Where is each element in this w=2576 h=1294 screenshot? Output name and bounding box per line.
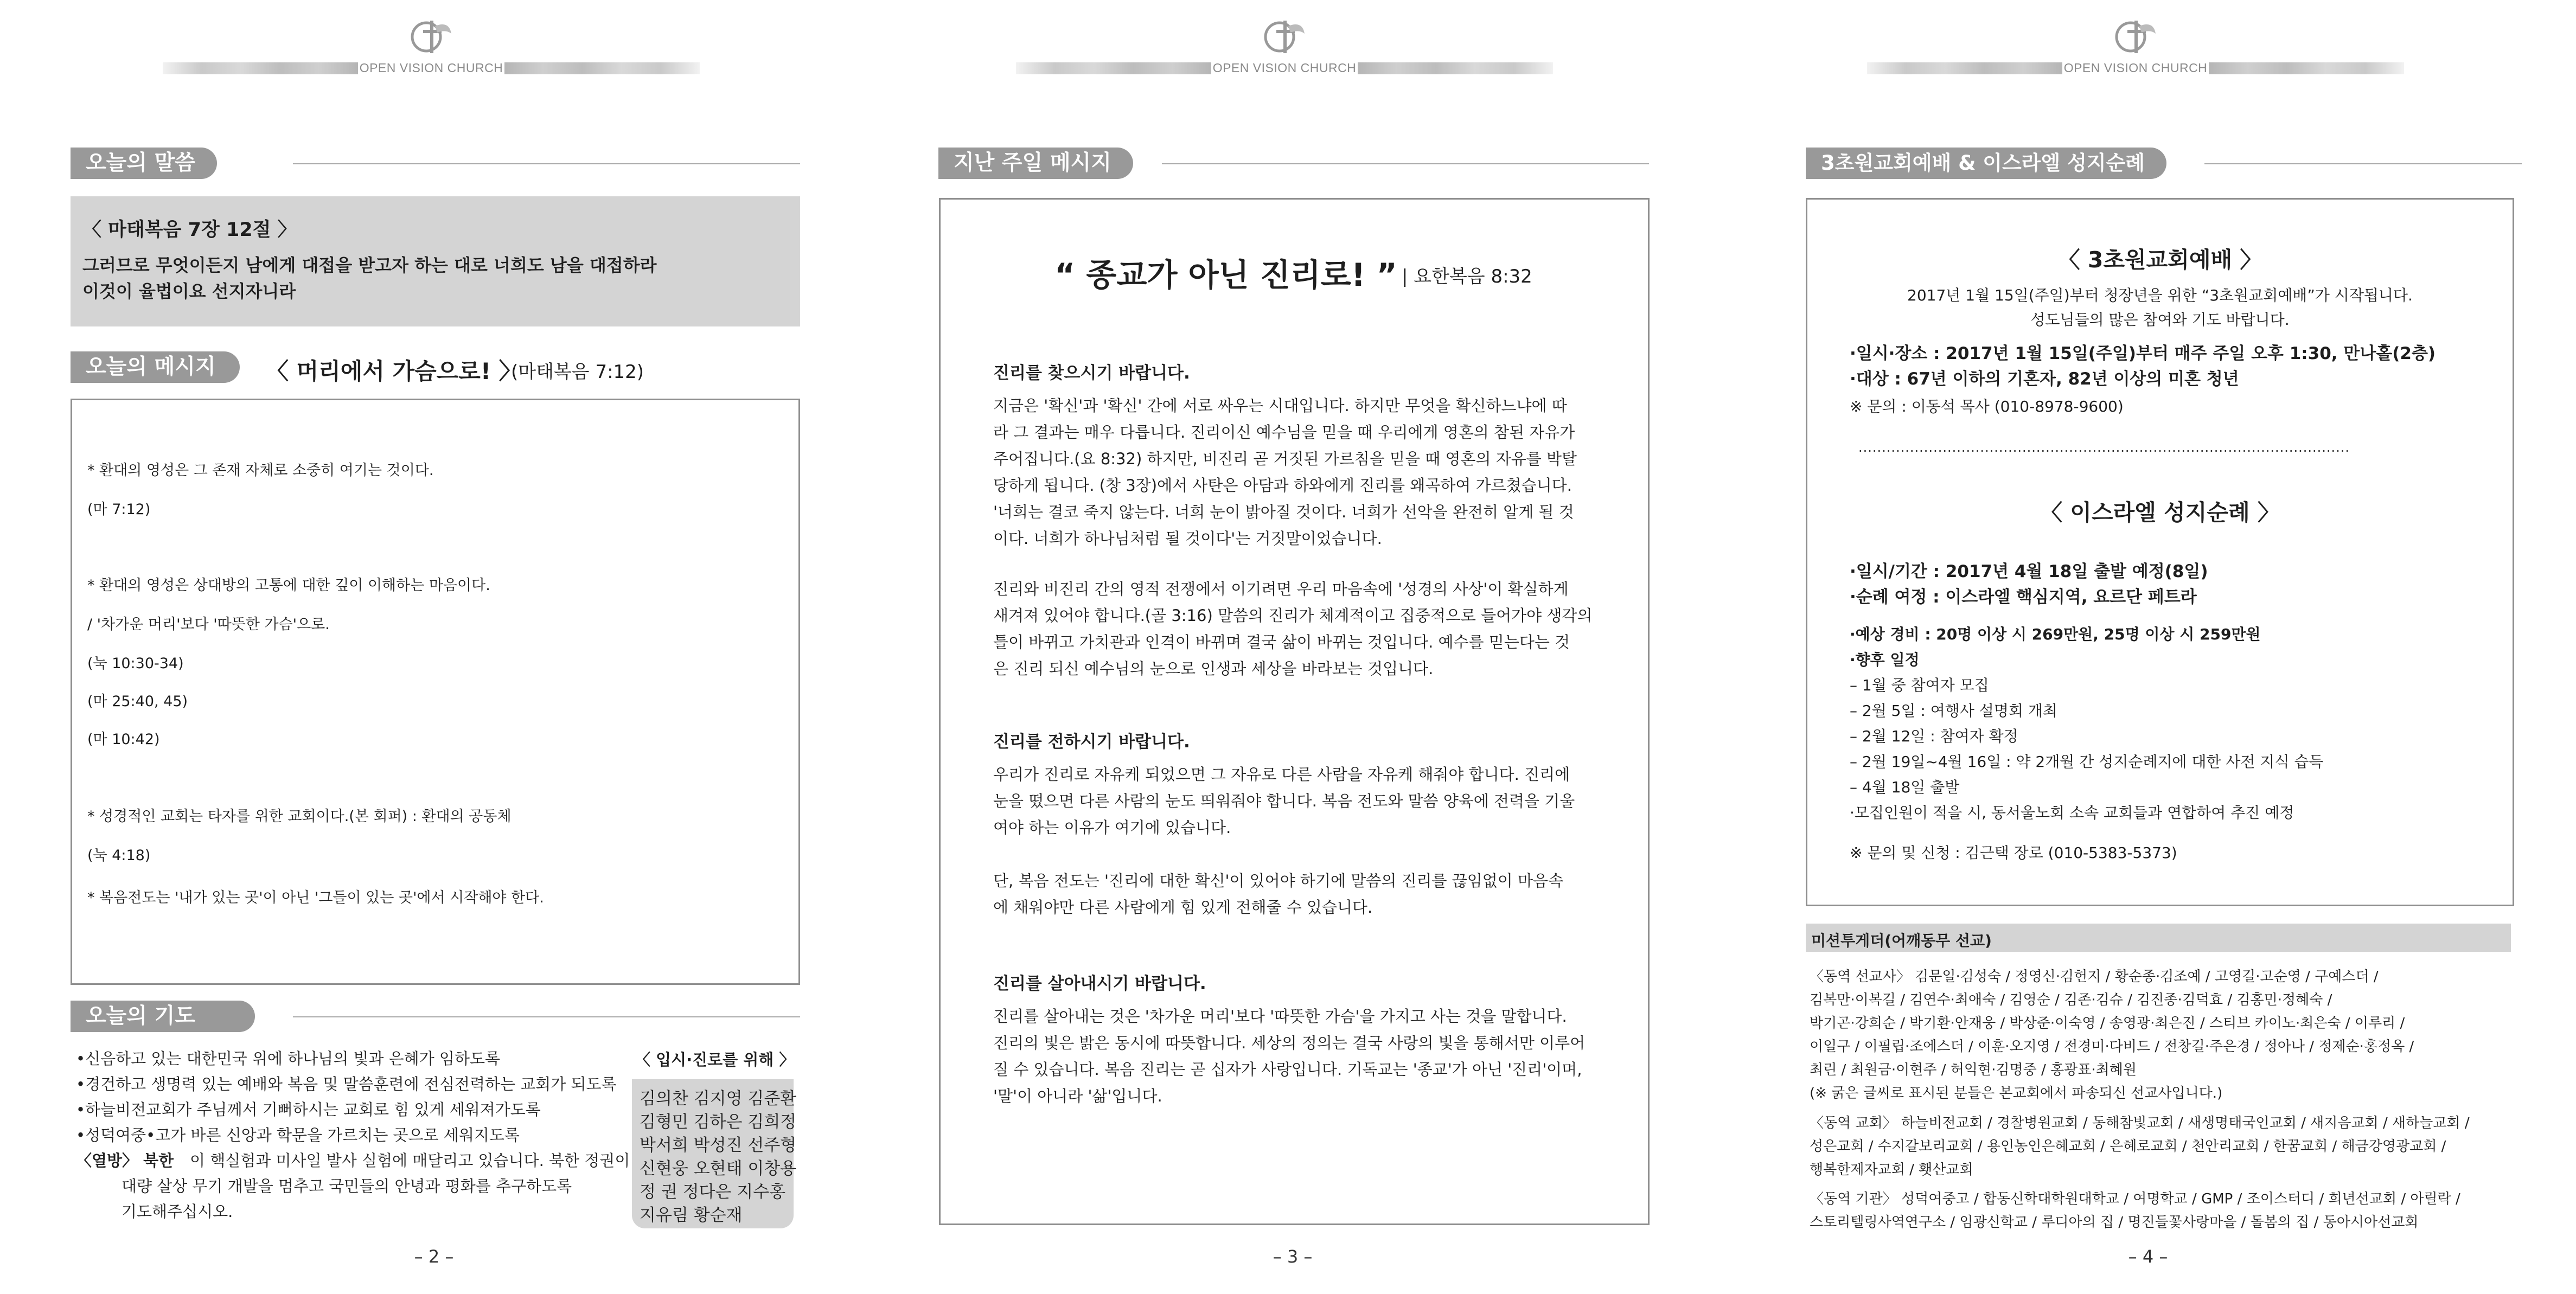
sermon-reference: | 요한복음 8:32 (1402, 266, 1532, 287)
israel-cost: ·예상 경비 : 20명 이상 시 269만원, 25명 이상 시 259만원 (1850, 625, 2261, 643)
bulletin-page-4 (1717, 0, 2576, 1294)
sermon-title: “ 종교가 아닌 진리로! ” (1054, 257, 1397, 293)
dotted-divider: ········································································································· (1858, 444, 2350, 459)
page-header (1016, 15, 1553, 75)
missionary-line: 최린 / 최원금·이현주 / 허익현·김명중 / 홍광표·최혜원 (1810, 1062, 2137, 1078)
schedule-item: – 2월 19일~4월 16일 : 약 2개월 간 성지순례지에 대한 사전 지식 습득 (1850, 753, 2324, 771)
sermon-line: 에 채워야만 다른 사람에게 힘 있게 전해줄 수 있습니다. (993, 898, 1373, 917)
exam-names-row: 김의찬 김지영 김준환 (640, 1089, 797, 1109)
sermon-section-heading: 진리를 찾으시기 바랍니다. (993, 363, 1190, 383)
worship-intro: 2017년 1월 15일(주일)부터 청장년을 위한 “3초원교회예배”가 시작됩니다. (1907, 286, 2413, 304)
church-name: OPEN VISION CHURCH (2063, 61, 2208, 75)
message-reference: (마태복음 7:12) (511, 361, 644, 383)
message-section-heading: 오늘의 메시지 〈 머리에서 가슴으로! 〉 (마태복음 7:12) (71, 351, 800, 383)
message-box (71, 399, 800, 985)
exam-names-row: 신현웅 오현태 이창용 (640, 1159, 797, 1178)
missionary-line: 이일구 / 이필립·조에스더 / 이훈·오지영 / 전경미·다비드 / 전창길·주은경 / 정아나 / 정제순·홍정옥 / (1810, 1039, 2414, 1055)
message-line: (눅 4:18) (87, 847, 151, 864)
exam-names-row: 지유림 황순재 (640, 1206, 743, 1225)
events-box (1806, 198, 2514, 906)
page-header (1867, 15, 2404, 75)
word-reference: 〈 마태복음 7장 12절 〉 (82, 219, 297, 241)
church-name: OPEN VISION CHURCH (359, 61, 503, 75)
mission-heading-bar (1806, 924, 2511, 952)
israel-contact: ※ 문의 및 신청 : 김근택 장로 (010-5383-5373) (1850, 844, 2177, 862)
prayer-nk-line: 이 핵실험과 미사일 발사 실험에 매달리고 있습니다. 북한 정권이 (190, 1151, 630, 1170)
sermon-line: '말'이 아니라 '삶'입니다. (993, 1087, 1162, 1105)
church-logo-icon (408, 15, 455, 57)
partner-org-line: 스토리텔링사역연구소 / 임광신학교 / 루디아의 집 / 명진들꽃사랑마을 / 돌봄의 집 / 동아시아선교회 (1810, 1214, 2419, 1231)
partner-church-line: 성은교회 / 수지갈보리교회 / 용인농인은혜교회 / 은혜로교회 / 천안리교회 / 한꿈교회 / 해금강영광교회 / (1810, 1138, 2446, 1155)
word-text-line: 그러므로 무엇이든지 남에게 대접을 받고자 하는 대로 너희도 남을 대접하라 (82, 255, 657, 276)
bulletin-page-3 (859, 0, 1717, 1294)
partner-church-line: 〈동역 교회〉 하늘비전교회 / 경찰병원교회 / 동해참빛교회 / 새생명태국인교회 / 새지음교회 / 새하늘교회 / (1810, 1115, 2470, 1131)
schedule-item: – 1월 중 참여자 모집 (1850, 676, 1989, 694)
message-line: / '차가운 머리'보다 '따뜻한 가슴'으로. (87, 616, 330, 633)
sermon-line: 진리를 살아내는 것은 '차가운 머리'보다 '따뜻한 가슴'을 가지고 사는 것을 말합니다. (993, 1007, 1567, 1026)
sermon-line: 단, 복음 전도는 '진리에 대한 확신'이 있어야 하기에 말씀의 진리를 끊임없이 마음속 (993, 872, 1564, 890)
prayer-nk-line: 기도해주십시오. (122, 1202, 233, 1221)
sermon-line: 라 그 결과는 매우 다릅니다. 진리이신 예수님을 믿을 때 우리에게 영혼의 참된 자유가 (993, 423, 1575, 441)
sermon-line: '너희는 결코 죽지 않는다. 너희 눈이 밝아질 것이다. 너희가 선악을 완전히 알게 될 것 (993, 503, 1574, 521)
page-header (163, 15, 700, 75)
message-line: * 복음전도는 '내가 있는 곳'이 아닌 '그들이 있는 곳'에서 시작해야 한다. (87, 889, 544, 906)
message-line: (마 10:42) (87, 731, 160, 748)
prayer-item: •성덕여중•고가 바른 신앙과 학문을 가르치는 곳으로 세워지도록 (76, 1126, 520, 1144)
prayer-item: •하늘비전교회가 주님께서 기뻐하시는 교회로 힘 있게 세워져가도록 (76, 1100, 541, 1119)
sermon-line: 진리와 비진리 간의 영적 전쟁에서 이기려면 우리 마음속에 '성경의 사상'이 확실하게 (993, 580, 1569, 598)
prayer-nk-line: 대량 살상 무기 개발을 멈추고 국민들의 안녕과 평화를 추구하도록 (122, 1177, 572, 1195)
sermon-section-heading: 진리를 살아내시기 바랍니다. (993, 974, 1206, 994)
partner-org-line: 〈동역 기관〉 성덕여중고 / 합동신학대학원대학교 / 여명학교 / GMP / 조이스터디 / 희년선교회 / 아릴락 / (1810, 1191, 2460, 1207)
exam-names-row: 정 권 정다은 지수홍 (640, 1182, 786, 1202)
mission-title: 미션투게더(어깨동무 선교) (1811, 932, 1992, 950)
missionary-line: 김복만·이복길 / 김연수·최애숙 / 김영순 / 김존·김슈 / 김진종·김덕효 / 김홍민·정혜숙 / (1810, 992, 2332, 1008)
sermon-line: 우리가 진리로 자유케 되었으면 그 자유로 다른 사람을 자유케 해줘야 합니다. 진리에 (993, 765, 1570, 784)
last-sermon-section-heading: 지난 주일 메시지 (938, 148, 1649, 179)
worship-heading: 〈 3초원교회예배 〉 (2057, 247, 2262, 273)
prayer-section-heading: 오늘의 기도 (71, 1001, 800, 1032)
church-name: OPEN VISION CHURCH (1212, 61, 1357, 75)
prayer-item: •경건하고 생명력 있는 예배와 복음 및 말씀훈련에 전심전력하는 교회가 되도록 (76, 1075, 617, 1093)
exam-names-row: 김형민 김하은 김희정 (640, 1112, 797, 1132)
sermon-line: 주어집니다.(요 8:32) 하지만, 비진리 곧 거짓된 가르침을 믿을 때 영혼의 자유를 박탈 (993, 450, 1577, 468)
sermon-line: 은 진리 되신 예수님의 눈으로 인생과 세상을 바라보는 것입니다. (993, 659, 1434, 678)
exam-names-row: 박서희 박성진 선주형 (640, 1136, 797, 1155)
message-line: (마 25:40, 45) (87, 693, 188, 710)
prayer-nk-label: 〈열방〉 북한 (76, 1151, 174, 1170)
message-line: * 환대의 영성은 그 존재 자체로 소중히 여기는 것이다. (87, 462, 434, 479)
exam-title: 〈 입시·진로를 위해 〉 (635, 1050, 795, 1069)
bulletin-page-2 (0, 0, 859, 1294)
worship-detail: ·대상 : 67년 이하의 기혼자, 82년 이상의 미혼 청년 (1850, 369, 2239, 389)
sermon-section-heading: 진리를 전하시기 바랍니다. (993, 732, 1190, 752)
word-section-heading: 오늘의 말씀 (71, 148, 800, 179)
sermon-box (939, 198, 1650, 1225)
page-number: – 2 – (414, 1246, 454, 1267)
sermon-line: 눈을 떴으면 다른 사람의 눈도 띄워줘야 합니다. 복음 전도와 말씀 양육에 전력을 기울 (993, 792, 1575, 810)
sermon-line: 당하게 됩니다. (창 3장)에서 사탄은 아담과 하와에게 진리를 왜곡하여 가르쳤습니다. (993, 476, 1572, 495)
sermon-line: 지금은 '확신'과 '확신' 간에 서로 싸우는 시대입니다. 하지만 무엇을 확신하느냐에 따 (993, 396, 1567, 415)
israel-schedule-title: ·향후 일정 (1850, 651, 1920, 669)
message-subtitle: 〈 머리에서 가슴으로! 〉 (266, 358, 522, 385)
message-line: * 성경적인 교회는 타자를 위한 교회이다.(본 회퍼) : 환대의 공동체 (87, 808, 512, 825)
message-line: (눅 10:30-34) (87, 655, 184, 672)
sermon-line: 새겨져 있어야 합니다.(골 3:16) 말씀의 진리가 체계적이고 집중적으로 들어가야 생각의 (993, 606, 1593, 625)
partner-church-line: 행복한제자교회 / 횃산교회 (1810, 1162, 1973, 1178)
page-number: – 4 – (2128, 1246, 2168, 1267)
schedule-item: – 4월 18일 출발 (1850, 778, 1960, 796)
message-line: * 환대의 영성은 상대방의 고통에 대한 깊이 이해하는 마음이다. (87, 577, 490, 594)
worship-contact: ※ 문의 : 이동석 목사 (010-8978-9600) (1850, 398, 2124, 415)
worship-detail: ·일시·장소 : 2017년 1월 15일(주일)부터 매주 주일 오후 1:30, 만나홀(2층) (1850, 344, 2436, 363)
word-box (71, 196, 800, 326)
prayer-item: •신음하고 있는 대한민국 위에 하나님의 빛과 은혜가 임하도록 (76, 1049, 500, 1068)
church-logo-icon (2112, 15, 2159, 57)
page-number: – 3 – (1273, 1246, 1313, 1267)
sermon-line: 여야 하는 이유가 여기에 있습니다. (993, 818, 1231, 837)
israel-detail: ·일시/기간 : 2017년 4월 18일 출발 예정(8일) (1850, 562, 2208, 581)
israel-detail: ·순례 여정 : 이스라엘 핵심지역, 요르단 페트라 (1850, 587, 2197, 607)
church-logo-icon (1261, 15, 1308, 57)
israel-heading: 〈 이스라엘 성지순례 〉 (2040, 499, 2280, 526)
sermon-line: 틀이 바뀌고 가치관과 인격이 바뀌며 결국 삶이 바뀌는 것입니다. 예수를 믿는다는 것 (993, 633, 1570, 651)
sermon-line: 질 수 있습니다. 복음 진리는 곧 십자가 사랑입니다. 기독교는 '종교'가 아닌 '진리'이며, (993, 1060, 1582, 1079)
sermon-line: 진리의 빛은 밝은 동시에 따뜻합니다. 세상의 정의는 결국 사랑의 빛을 통해서만 이루어 (993, 1034, 1586, 1052)
schedule-item: – 2월 5일 : 여행사 설명회 개최 (1850, 702, 2057, 720)
events-section-heading: 3초원교회예배 & 이스라엘 성지순례 (1806, 148, 2522, 179)
sermon-line: 이다. 너희가 하나님처럼 될 것이다'는 거짓말이었습니다. (993, 529, 1382, 548)
worship-intro: 성도님들의 많은 참여와 기도 바랍니다. (2030, 311, 2290, 329)
schedule-item: ·모집인원이 적을 시, 동서울노회 소속 교회들과 연합하여 추진 예정 (1850, 804, 2294, 822)
schedule-item: – 2월 12일 : 참여자 확정 (1850, 727, 2018, 745)
message-line: (마 7:12) (87, 501, 151, 518)
missionary-line: 〈동역 선교사〉 김문일·김성숙 / 정영신·김헌지 / 황순종·김조예 / 고영길·고순영 / 구예스더 / (1810, 969, 2379, 985)
missionary-line: 박기곤·강희순 / 박기환·안재웅 / 박상준·이숙영 / 송영광·최은진 / 스티브 카이노·최은숙 / 이루리 / (1810, 1015, 2405, 1032)
word-text-line: 이것이 율법이요 선지자니라 (82, 281, 296, 302)
missionary-note: (※ 굵은 글씨로 표시된 분들은 본교회에서 파송되신 선교사입니다.) (1810, 1085, 2223, 1101)
